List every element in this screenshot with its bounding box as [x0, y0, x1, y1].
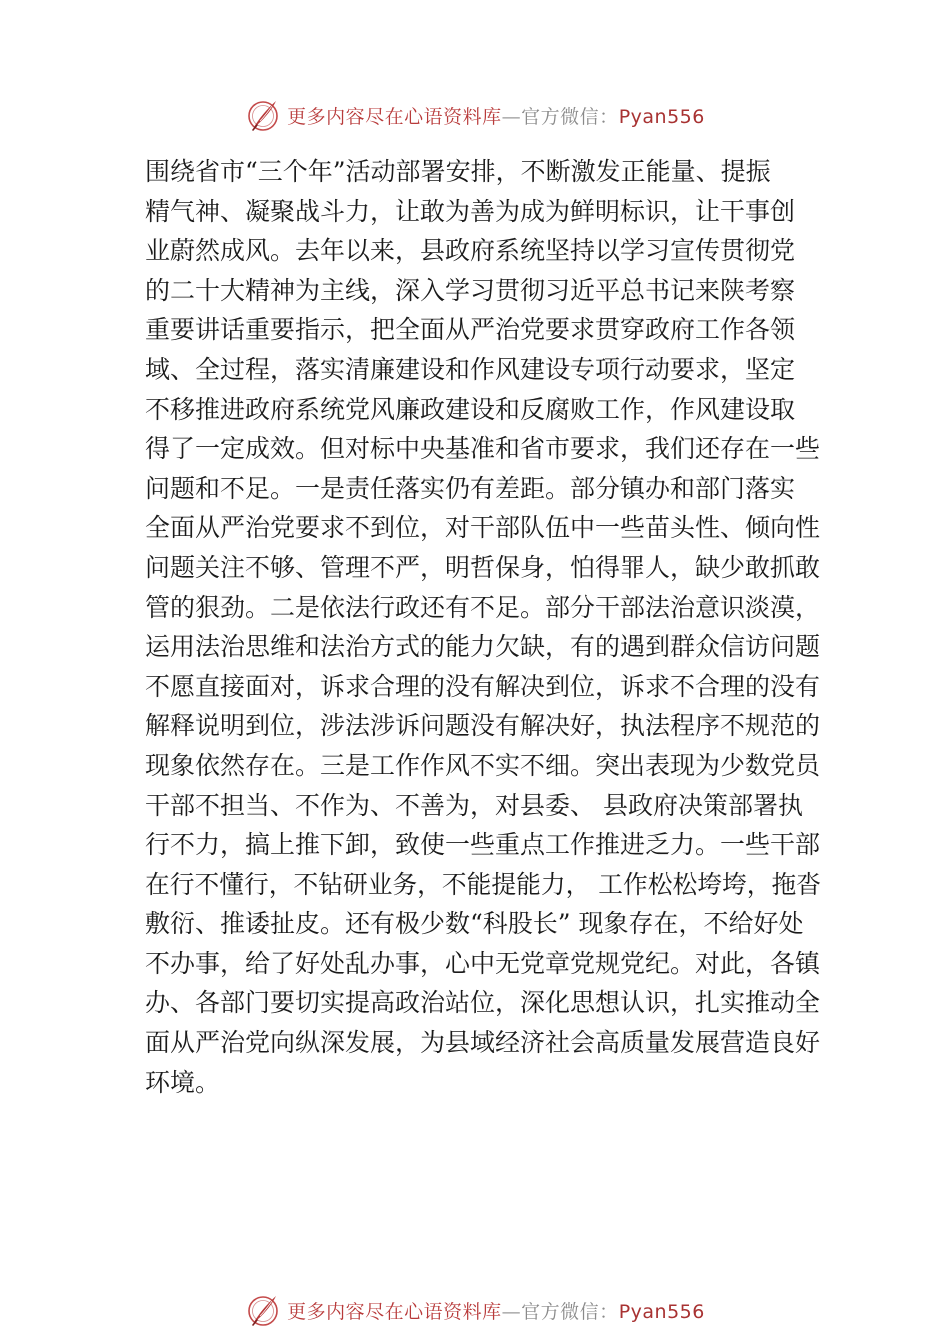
- banner-text: [287, 102, 705, 129]
- paragraph-line: 面从严治党向纵深发展，为县域经济社会高质量发展营造良好: [145, 1028, 821, 1058]
- paragraph-line: 的二十大精神为主线，深入学习贯彻习近平总书记来陕考察: [145, 275, 796, 305]
- paragraph-line: 重要讲话重要指示，把全面从严治党要求贯穿政府工作各领: [145, 315, 796, 345]
- banner-dash: —: [501, 105, 522, 128]
- paragraph-line: 行不力，搞上推下卸，致使一些重点工作推进乏力。一些干部: [145, 830, 821, 860]
- paragraph-line: 在行不懂行，不钻研业务，不能提能力， 工作松松垮垮，拖沓: [145, 869, 821, 899]
- paragraph-line: 办、各部门要切实提高政治站位，深化思想认识，扎实推动全: [145, 988, 821, 1018]
- banner-wechat-label: 官方微信：: [521, 1300, 619, 1323]
- paragraph-line: 问题关注不够、管理不严，明哲保身，怕得罪人，缺少敢抓敢: [145, 552, 821, 582]
- banner-text: [287, 1297, 705, 1324]
- paragraph-line: 不移推进政府系统党风廉政建设和反腐败工作，作风建设取: [145, 394, 796, 424]
- paragraph-line: 得了一定成效。但对标中央基准和省市要求，我们还存在一些: [145, 434, 821, 464]
- paragraph-line: 解释说明到位，涉法涉诉问题没有解决好，执法程序不规范的: [145, 711, 821, 741]
- banner-dash: —: [501, 1300, 522, 1323]
- paragraph-line: 全面从严治党要求不到位，对干部队伍中一些苗头性、倾向性: [145, 513, 821, 543]
- paragraph-line: 不办事，给了好处乱办事，心中无党章党规党纪。对此，各镇: [145, 948, 821, 978]
- paragraph-line: 围绕省市“三个年”活动部署安排，不断激发正能量、提振: [145, 157, 771, 186]
- footer-banner: [0, 1290, 950, 1330]
- banner-wechat-handle: Pyan556: [618, 105, 705, 128]
- banner-wechat-label: 官方微信：: [521, 105, 619, 128]
- paragraph-line: 现象依然存在。三是工作作风不实不细。突出表现为少数党员: [145, 750, 821, 780]
- paragraph-line: 管的狠劲。二是依法行政还有不足。部分干部法治意识淡漠，: [145, 592, 821, 622]
- header-banner: [0, 95, 950, 135]
- paragraph-line: 域、全过程，落实清廉建设和作风建设专项行动要求，坚定: [145, 354, 796, 384]
- paragraph-line: 敷衍、推诿扯皮。还有极少数“科股长” 现象存在，不给好处: [145, 909, 804, 939]
- quill-pen-seal-icon: [245, 97, 281, 133]
- paragraph-line: 环境。: [145, 1067, 221, 1097]
- banner-wechat-handle: Pyan556: [618, 1300, 705, 1323]
- paragraph-line: 干部不担当、不作为、不善为，对县委、 县政府决策部署执: [145, 790, 803, 820]
- paragraph-line: 精气神、凝聚战斗力，让敢为善为成为鲜明标识，让干事创: [145, 196, 796, 226]
- quill-pen-seal-icon: [245, 1292, 281, 1328]
- paragraph-line: 不愿直接面对，诉求合理的没有解决到位，诉求不合理的没有: [145, 671, 821, 701]
- paragraph-line: 问题和不足。一是责任落实仍有差距。部分镇办和部门落实: [145, 473, 796, 503]
- banner-main-text: 更多内容尽在心语资料库: [287, 105, 502, 128]
- banner-main-text: 更多内容尽在心语资料库: [287, 1300, 502, 1323]
- document-paragraph: [145, 152, 821, 1102]
- paragraph-line: 运用法治思维和法治方式的能力欠缺，有的遇到群众信访问题: [145, 632, 821, 662]
- paragraph-line: 业蔚然成风。去年以来，县政府系统坚持以学习宣传贯彻党: [145, 236, 796, 266]
